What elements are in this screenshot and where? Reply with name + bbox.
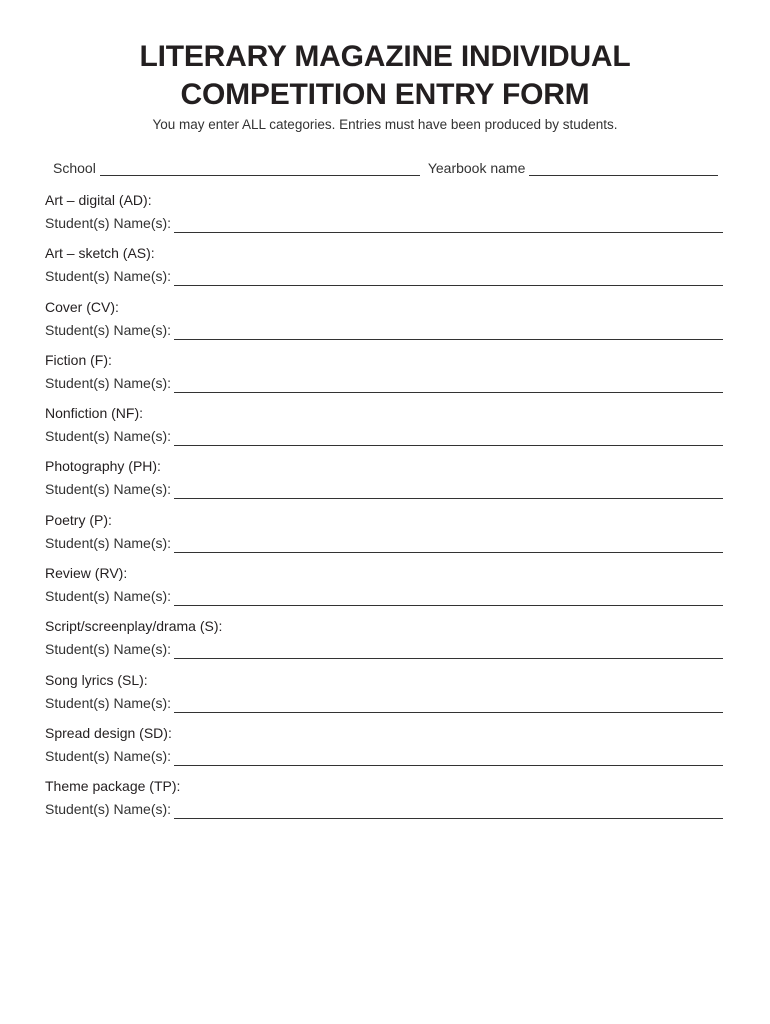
student-names-row [45,693,723,713]
yearbook-name-label: Yearbook name [427,160,526,176]
student-names-input-line[interactable] [174,379,723,393]
student-names-input-line[interactable] [174,272,723,286]
category-entry [45,776,723,829]
student-names-input-line[interactable] [174,592,723,606]
student-names-input-line[interactable] [174,699,723,713]
student-names-input-line[interactable] [174,219,723,233]
category-entry [45,723,723,776]
category-label: Song lyrics (SL): [45,671,148,688]
student-names-input-line[interactable] [174,805,723,819]
title-line-1: LITERARY MAGAZINE INDIVIDUAL [139,40,631,73]
student-names-row [45,373,723,393]
form-title [0,38,770,114]
student-names-row [45,266,723,286]
category-label: Poetry (P): [45,511,112,528]
student-names-row [45,799,723,819]
category-label: Photography (PH): [45,458,161,475]
category-entries [45,190,723,830]
category-entry [45,297,723,350]
student-names-input-line[interactable] [174,539,723,553]
student-names-input-line[interactable] [174,645,723,659]
category-label: Spread design (SD): [45,724,172,741]
category-label: Fiction (F): [45,351,112,368]
student-names-input-line[interactable] [174,326,723,340]
student-names-row [45,746,723,766]
student-names-label: Student(s) Name(s): [45,747,172,764]
category-entry [45,403,723,456]
school-label: School [53,160,96,176]
student-names-row [45,639,723,659]
student-names-input-line[interactable] [174,432,723,446]
yearbook-name-input-line[interactable] [529,162,718,176]
student-names-label: Student(s) Name(s): [45,641,172,658]
category-label: Review (RV): [45,565,128,582]
student-names-label: Student(s) Name(s): [45,588,172,605]
category-entry [45,510,723,563]
form-instructions: You may enter ALL categories. Entries must have been produced by students. [152,117,618,132]
category-label: Script/screenplay/drama (S): [45,618,223,635]
student-names-row [45,320,723,340]
student-names-label: Student(s) Name(s): [45,268,172,285]
category-label: Nonfiction (NF): [45,405,144,422]
category-label: Art – digital (AD): [45,192,152,208]
student-names-row [45,479,723,499]
student-names-label: Student(s) Name(s): [45,215,172,231]
student-names-input-line[interactable] [174,485,723,499]
category-entry [45,350,723,403]
category-entry [45,616,723,669]
student-names-label: Student(s) Name(s): [45,481,172,498]
student-names-label: Student(s) Name(s): [45,374,172,391]
category-entry [45,190,723,243]
student-names-label: Student(s) Name(s): [45,428,172,445]
category-entry [45,670,723,723]
category-label: Cover (CV): [45,298,119,315]
student-names-label: Student(s) Name(s): [45,534,172,551]
student-names-label: Student(s) Name(s): [45,694,172,711]
category-entry [45,243,723,296]
student-names-row [45,533,723,553]
category-label: Art – sketch (AS): [45,245,155,262]
student-names-row [45,213,723,233]
student-names-label: Student(s) Name(s): [45,321,172,338]
student-names-row [45,586,723,606]
student-names-row [45,426,723,446]
school-input-line[interactable] [100,162,420,176]
student-names-label: Student(s) Name(s): [45,801,172,818]
category-label: Theme package (TP): [45,778,181,795]
category-entry [45,563,723,616]
school-info-row [53,156,718,176]
student-names-input-line[interactable] [174,752,723,766]
title-line-2: COMPETITION ENTRY FORM [180,78,590,111]
category-entry [45,456,723,509]
